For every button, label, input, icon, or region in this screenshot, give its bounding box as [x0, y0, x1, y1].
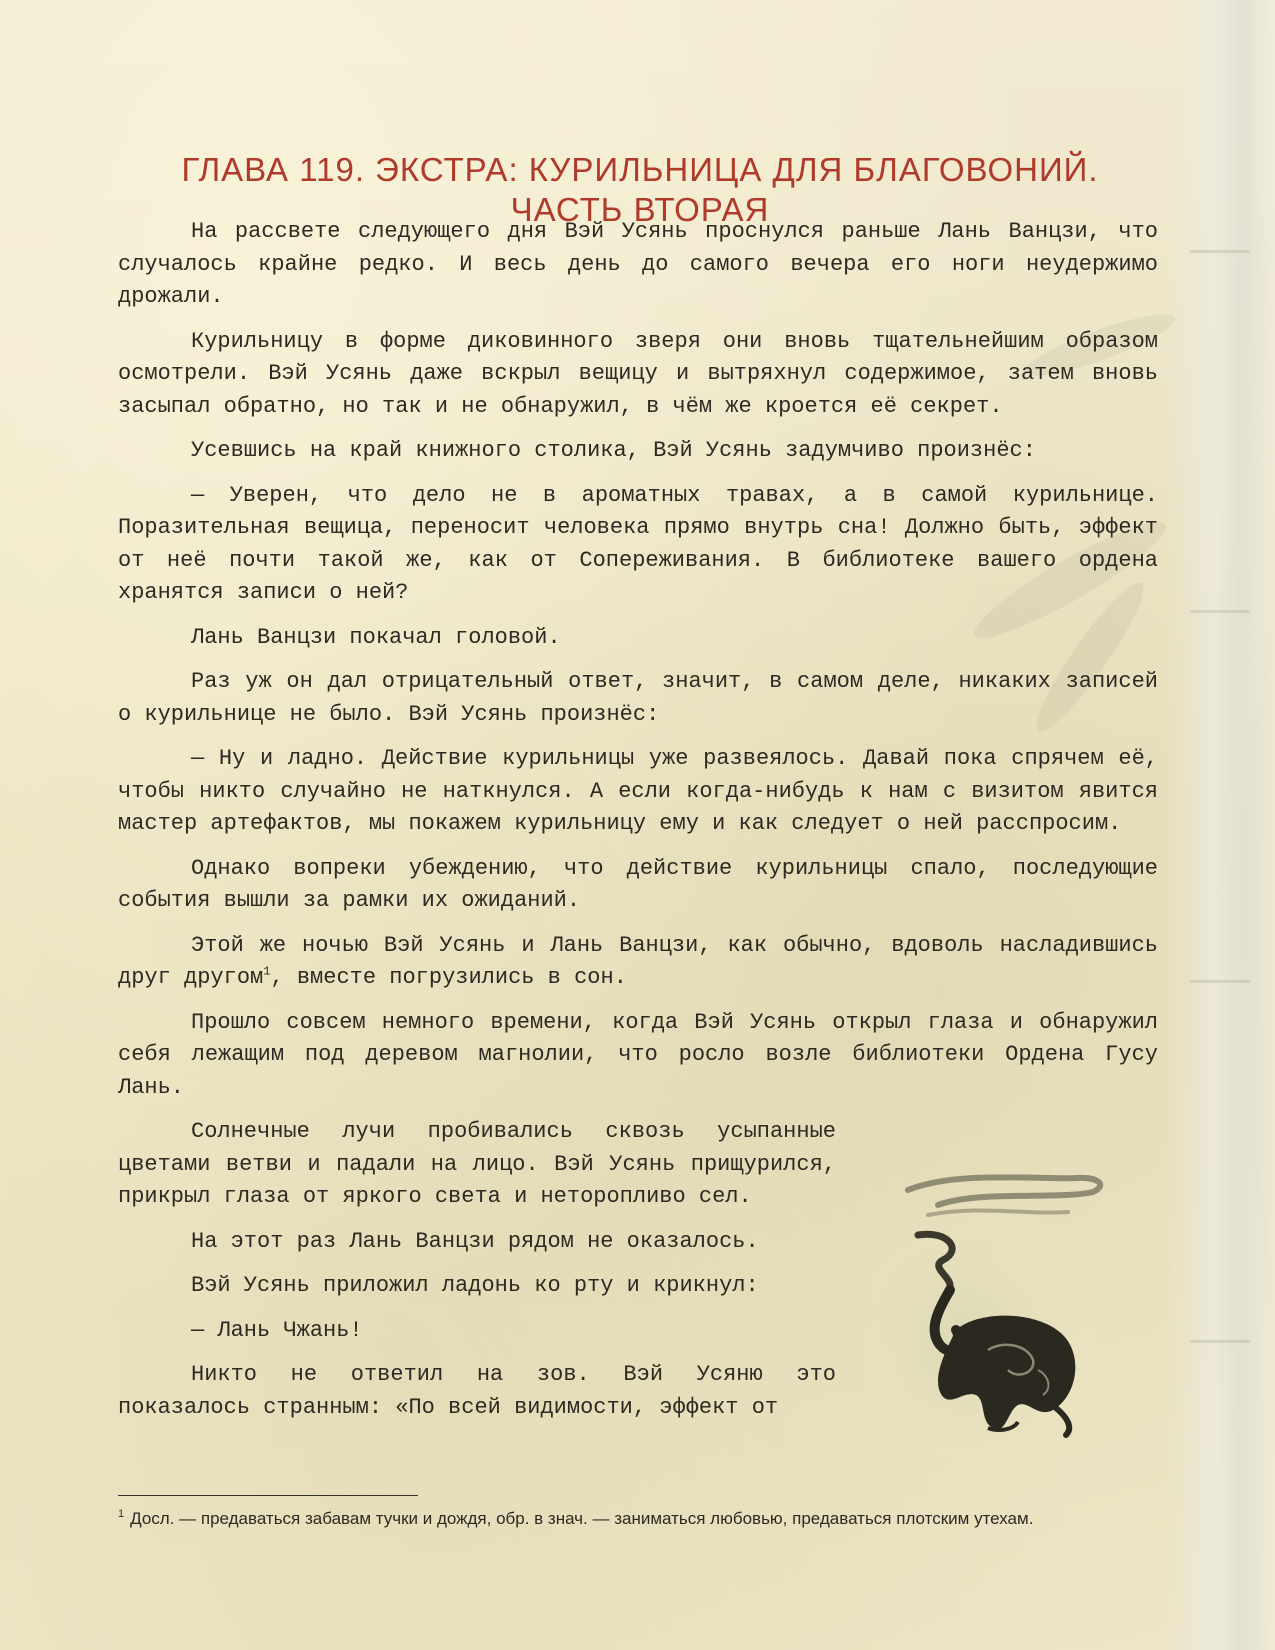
paragraph: Никто не ответил на зов. Вэй Усяню это показалось странным: «По всей видимости, эффект от — [118, 1362, 836, 1420]
paragraph: Прошло совсем немного времени, когда Вэй Усянь открыл глаза и обнаружил себя лежащим под деревом магнолии, что росло возле библиотеки Ордена Гусу Лань. — [118, 1009, 1158, 1100]
incense-burner-beast-illustration — [868, 1160, 1128, 1460]
paragraph: На этот раз Лань Ванцзи рядом не оказалось. — [191, 1228, 759, 1254]
footnote-divider — [118, 1495, 418, 1496]
paragraph: — Лань Чжань! — [191, 1317, 363, 1343]
bamboo-decoration — [1165, 0, 1275, 1650]
footnote — [118, 1508, 1178, 1530]
paragraph: На рассвете следующего дня Вэй Усянь проснулся раньше Лань Ванцзи, что случалось крайне редко. И весь день до самого вечера его ноги неудержимо дрожали. — [118, 219, 1158, 309]
paragraph: Усевшись на край книжного столика, Вэй Усянь задумчиво произнёс: — [191, 438, 1036, 463]
footnote-text: Досл. — предаваться забавам тучки и дождя, обр. в знач. — заниматься любовью, предаваться плотским утехам. — [130, 1509, 1034, 1528]
paragraph: Солнечные лучи пробивались сквозь усыпанные цветами ветви и падали на лицо. Вэй Усянь прищурился, прикрыл глаза от яркого света и неторопливо сел. — [118, 1119, 836, 1209]
paragraph: Раз уж он дал отрицательный ответ, значит, в самом деле, никаких записей о курильнице не было. Вэй Усянь произнёс: — [118, 669, 1158, 727]
paragraph: — Уверен, что дело не в ароматных травах, а в самой курильнице. Поразительная вещица, переносит человека прямо внутрь сна! Должно быть, эффект от неё почти такой же, как от Сопереживания. В библиотеке вашего ордена хранятся записи о ней? — [118, 482, 1158, 605]
footnote-reference[interactable]: 1 — [263, 964, 271, 979]
paragraph-text: , вместе погрузились в сон. — [270, 965, 627, 990]
paragraph: Вэй Усянь приложил ладонь ко рту и крикнул: — [191, 1273, 759, 1298]
paragraph-text: Этой же ночью Вэй Усянь и Лань Ванцзи, как обычно, вдоволь насладившись друг другом — [118, 932, 1158, 990]
paragraph: Лань Ванцзи покачал головой. — [191, 624, 561, 650]
chapter-title-line1: ГЛАВА 119. ЭКСТРА: КУРИЛЬНИЦА ДЛЯ БЛАГОВОНИЙ. — [181, 151, 1099, 189]
paragraph: — Ну и ладно. Действие курильницы уже развеялось. Давай пока спрячем её, чтобы никто случайно не наткнулся. А если когда-нибудь к нам с визитом явится мастер артефактов, мы покажем курильницу ему и как следует о ней расспросим. — [118, 746, 1158, 836]
paragraph-with-footnote — [118, 930, 1158, 995]
footnote-number: 1 — [118, 1508, 125, 1521]
paragraph: Курильницу в форме диковинного зверя они вновь тщательнейшим образом осмотрели. Вэй Усянь даже вскрыл вещицу и вытряхнул содержимое, затем вновь засыпал обратно, но так и не обнаружил, в чём же кроется её секрет. — [118, 328, 1158, 419]
chapter-title-line2: ЧАСТЬ ВТОРАЯ — [510, 191, 770, 229]
paragraph: Однако вопреки убеждению, что действие курильницы спало, последующие события вышли за рамки их ожиданий. — [118, 855, 1158, 913]
